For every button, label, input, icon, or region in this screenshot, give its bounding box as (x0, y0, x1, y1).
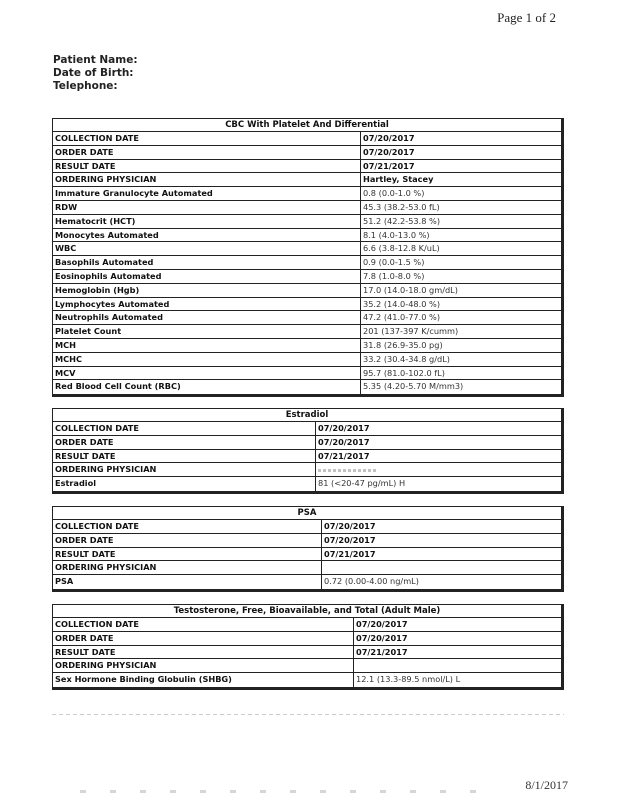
row-value: 07/20/2017 (318, 436, 370, 447)
row-label: MCV (53, 367, 361, 380)
row-label: Hemoglobin (Hgb) (53, 284, 361, 297)
table-row (53, 187, 561, 201)
footer-date: 8/1/2017 (525, 778, 568, 792)
row-value (322, 561, 561, 574)
row-label: Hematocrit (HCT) (53, 215, 361, 228)
row-label: PSA (53, 575, 322, 589)
row-label: ORDERING PHYSICIAN (53, 173, 361, 186)
testosterone-table-title: Testosterone, Free, Bioavailable, and Total (Adult Male) (53, 605, 561, 618)
row-value: 8.1 (4.0-13.0 %) (363, 229, 430, 240)
row-value (316, 463, 561, 476)
footer-smudge (80, 790, 480, 793)
table-row (53, 353, 561, 367)
row-label: COLLECTION DATE (53, 132, 361, 145)
row-value: 95.7 (81.0-102.0 fL) (363, 367, 445, 378)
row-label: COLLECTION DATE (53, 422, 316, 435)
row-label: Monocytes Automated (53, 229, 361, 242)
row-value: 07/20/2017 (356, 619, 408, 629)
row-value: 07/20/2017 (363, 146, 415, 157)
row-label: ORDER DATE (53, 146, 361, 159)
table-row (53, 561, 561, 575)
psa-table (52, 506, 564, 592)
table-row (53, 298, 561, 312)
row-value: 51.2 (42.2-53.8 %) (363, 215, 441, 226)
table-row (53, 201, 561, 215)
row-value: 07/21/2017 (318, 450, 370, 461)
table-row (53, 422, 561, 436)
estradiol-table-title: Estradiol (53, 409, 561, 422)
row-value: 31.8 (26.9-35.0 pg) (363, 339, 443, 350)
row-value: 12.1 (13.3-89.5 nmol/L) L (356, 674, 461, 685)
table-row (53, 242, 561, 256)
row-label: COLLECTION DATE (53, 520, 322, 533)
table-row (53, 450, 561, 464)
row-value: 35.2 (14.0-48.0 %) (363, 298, 441, 309)
row-value: 07/20/2017 (363, 133, 415, 143)
testosterone-table (52, 604, 564, 690)
row-value: 07/21/2017 (324, 548, 376, 559)
table-row (53, 173, 561, 187)
row-label: ORDER DATE (53, 632, 354, 645)
table-row (53, 575, 561, 589)
table-row (53, 463, 561, 477)
table-row (53, 534, 561, 548)
date-of-birth-label: Date of Birth: (53, 67, 134, 79)
row-label: Eosinophils Automated (53, 270, 361, 283)
table-row (53, 673, 561, 687)
table-row (53, 146, 561, 160)
table-row (53, 339, 561, 353)
table-row (53, 520, 561, 534)
row-label: Platelet Count (53, 325, 361, 338)
row-value: Hartley, Stacey (363, 174, 434, 185)
row-label: COLLECTION DATE (53, 618, 354, 631)
row-value: 5.35 (4.20-5.70 M/mm3) (363, 381, 464, 392)
row-value: 33.2 (30.4-34.8 g/dL) (363, 353, 450, 364)
row-value: 6.6 (3.8-12.8 K/uL) (363, 243, 440, 254)
table-row (53, 646, 561, 660)
row-value: 0.9 (0.0-1.5 %) (363, 257, 425, 268)
table-row (53, 659, 561, 673)
table-row (53, 436, 561, 450)
row-label: Neutrophils Automated (53, 311, 361, 324)
patient-name-label: Patient Name: (53, 54, 138, 66)
row-value: 0.72 (0.00-4.00 ng/mL) (324, 576, 419, 587)
table-row (53, 311, 561, 325)
cbc-table (52, 118, 564, 397)
table-row (53, 215, 561, 229)
row-label: RESULT DATE (53, 646, 354, 659)
estradiol-table (52, 408, 564, 494)
table-row (53, 477, 561, 491)
table-row (53, 380, 561, 394)
row-value: 81 (<20-47 pg/mL) H (318, 478, 406, 489)
row-value (354, 659, 561, 672)
row-value: 45.3 (38.2-53.0 fL) (363, 201, 440, 212)
row-value: 17.0 (14.0-18.0 gm/dL) (363, 284, 458, 295)
table-row (53, 632, 561, 646)
row-label: RESULT DATE (53, 548, 322, 561)
table-row (53, 325, 561, 339)
row-value: 7.8 (1.0-8.0 %) (363, 270, 425, 281)
table-row (53, 284, 561, 298)
row-label: Sex Hormone Binding Globulin (SHBG) (53, 673, 354, 687)
row-label: Immature Granulocyte Automated (53, 187, 361, 200)
row-label: RESULT DATE (53, 160, 361, 173)
row-label: MCH (53, 339, 361, 352)
row-label: Lymphocytes Automated (53, 298, 361, 311)
row-label: ORDERING PHYSICIAN (53, 659, 354, 672)
table-row (53, 160, 561, 174)
row-label: MCHC (53, 353, 361, 366)
row-label: ORDER DATE (53, 534, 322, 547)
row-label: Red Blood Cell Count (RBC) (53, 380, 361, 394)
table-row (53, 256, 561, 270)
table-row (53, 270, 561, 284)
cbc-table-title: CBC With Platelet And Differential (53, 119, 561, 132)
row-value: 07/21/2017 (363, 160, 415, 171)
row-label: RDW (53, 201, 361, 214)
row-label: ORDER DATE (53, 436, 316, 449)
telephone-label: Telephone: (53, 80, 118, 92)
row-value: 201 (137-397 K/cumm) (363, 326, 459, 337)
row-label: ORDERING PHYSICIAN (53, 463, 316, 476)
table-row (53, 132, 561, 146)
row-label: Estradiol (53, 477, 316, 491)
row-label: WBC (53, 242, 361, 255)
table-row (53, 367, 561, 381)
page-cut-line (52, 714, 564, 715)
page-number: Page 1 of 2 (497, 10, 556, 25)
row-value: 07/20/2017 (356, 632, 408, 643)
row-label: ORDERING PHYSICIAN (53, 561, 322, 574)
redacted-smudge (318, 469, 378, 472)
row-value: 0.8 (0.0-1.0 %) (363, 188, 425, 199)
row-label: RESULT DATE (53, 450, 316, 463)
table-row (53, 618, 561, 632)
row-value: 07/20/2017 (324, 534, 376, 545)
patient-info (53, 54, 138, 93)
row-value: 07/21/2017 (356, 646, 408, 657)
table-row (53, 548, 561, 562)
psa-table-title: PSA (53, 507, 561, 520)
row-value: 07/20/2017 (324, 521, 376, 531)
table-row (53, 229, 561, 243)
row-value: 07/20/2017 (318, 423, 370, 433)
row-label: Basophils Automated (53, 256, 361, 269)
row-value: 47.2 (41.0-77.0 %) (363, 312, 441, 323)
